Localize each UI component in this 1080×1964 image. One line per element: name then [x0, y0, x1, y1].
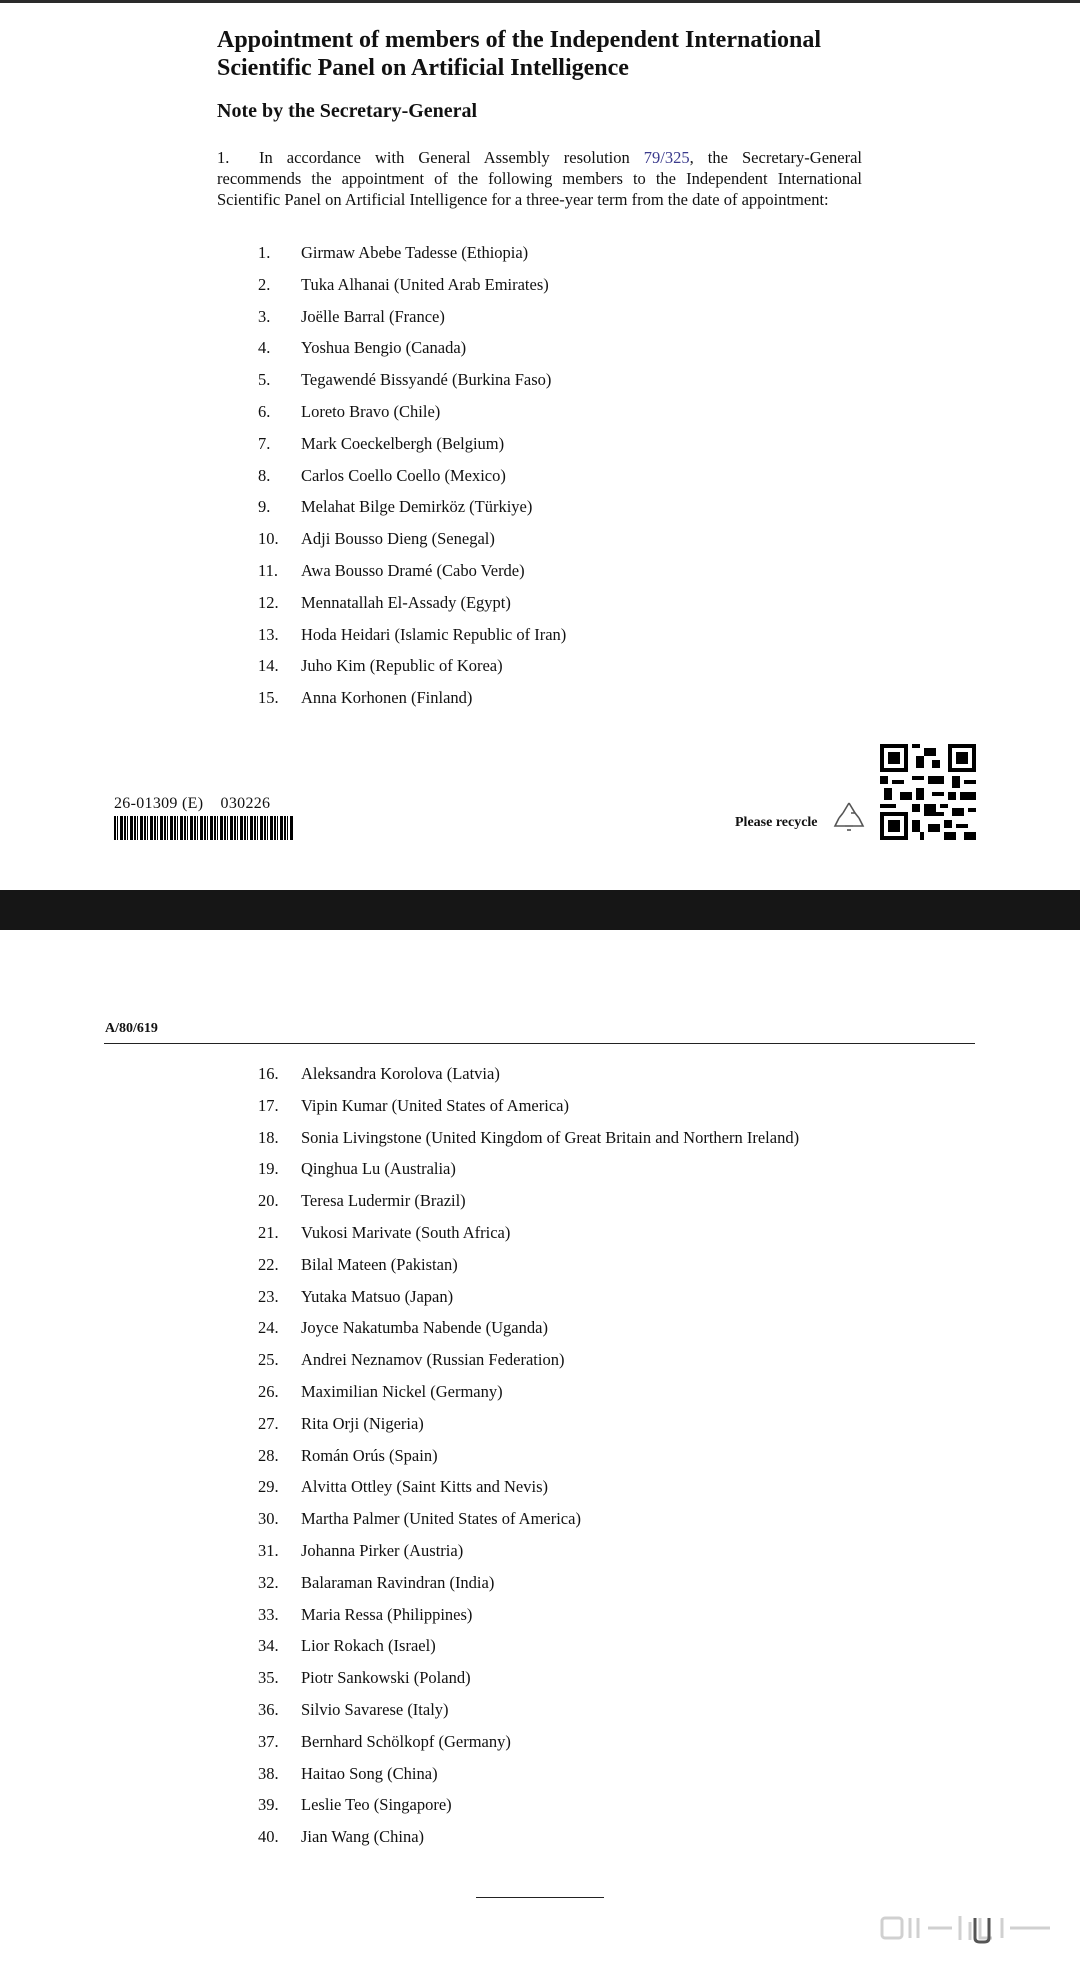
paragraph-text-start: In accordance with General Assembly resolution	[259, 148, 644, 167]
member-number: 6.	[258, 401, 271, 421]
member-number: 38.	[258, 1763, 279, 1783]
member-name: Adji Bousso Dieng (Senegal)	[301, 529, 495, 549]
note-heading: Note by the Secretary-General	[217, 100, 478, 122]
member-name: Johanna Pirker (Austria)	[301, 1540, 464, 1560]
document-code: 26-01309 (E) 030226	[114, 795, 271, 812]
member-name: Teresa Ludermir (Brazil)	[301, 1191, 466, 1211]
qr-code-icon	[880, 744, 976, 840]
member-name: Tuka Alhanai (United Arab Emirates)	[301, 274, 549, 294]
member-name: Silvio Savarese (Italy)	[301, 1699, 449, 1719]
member-number: 36.	[258, 1699, 279, 1719]
member-number: 8.	[258, 465, 271, 485]
member-name: Melahat Bilge Demirköz (Türkiye)	[301, 497, 533, 517]
watermark-icon	[880, 1912, 1055, 1944]
member-name: Anna Korhonen (Finland)	[301, 688, 473, 708]
member-name: Bernhard Schölkopf (Germany)	[301, 1731, 511, 1751]
page-separator	[0, 890, 1080, 930]
document-symbol: A/80/619	[105, 1021, 158, 1036]
paragraph-text-end: , the Secretary-General recommends the appointment of the following members to the Independent International Scientific Panel on Artificial Intelligence for a three-year term from the date of appointment:	[217, 148, 863, 209]
member-number: 11.	[258, 560, 279, 580]
member-name: Lior Rokach (Israel)	[301, 1636, 436, 1656]
document-page-1	[0, 0, 1080, 890]
paragraph-number: 1.	[217, 148, 230, 167]
member-number: 16.	[258, 1064, 279, 1083]
member-name: Leslie Teo (Singapore)	[301, 1795, 452, 1815]
member-number: 20.	[258, 1191, 279, 1211]
member-number: 17.	[258, 1095, 279, 1115]
member-number: 32.	[258, 1572, 279, 1592]
member-number: 24.	[258, 1318, 279, 1338]
member-name: Rita Orji (Nigeria)	[301, 1413, 424, 1433]
member-number: 18.	[258, 1127, 279, 1147]
member-name: Vukosi Marivate (South Africa)	[301, 1222, 511, 1242]
member-name: Yoshua Bengio (Canada)	[301, 338, 467, 358]
member-name: Sonia Livingstone (United Kingdom of Great Britain and Northern Ireland)	[301, 1127, 800, 1147]
member-number: 30.	[258, 1509, 279, 1529]
member-name: Girmaw Abebe Tadesse (Ethiopia)	[301, 243, 529, 262]
member-number: 10.	[258, 529, 279, 549]
member-number: 15.	[258, 688, 279, 708]
member-number: 33.	[258, 1604, 279, 1624]
member-number: 37.	[258, 1731, 279, 1751]
member-number: 21.	[258, 1222, 279, 1242]
member-number: 14.	[258, 656, 279, 676]
recycle-icon	[833, 800, 865, 834]
member-name: Hoda Heidari (Islamic Republic of Iran)	[301, 624, 567, 644]
member-name: Alvitta Ottley (Saint Kitts and Nevis)	[301, 1477, 549, 1497]
member-name: Balaraman Ravindran (India)	[301, 1572, 495, 1592]
member-name: Yutaka Matsuo (Japan)	[301, 1286, 454, 1306]
member-name: Román Orús (Spain)	[301, 1445, 438, 1465]
member-number: 4.	[258, 338, 271, 358]
member-number: 22.	[258, 1254, 279, 1274]
member-name: Haitao Song (China)	[301, 1763, 438, 1783]
member-number: 12.	[258, 592, 279, 612]
member-number: 19.	[258, 1159, 279, 1179]
member-number: 5.	[258, 370, 271, 390]
member-name: Aleksandra Korolova (Latvia)	[301, 1064, 500, 1083]
member-name: Carlos Coello Coello (Mexico)	[301, 465, 506, 485]
header-rule	[104, 1043, 975, 1044]
member-number: 13.	[258, 624, 279, 644]
member-number: 23.	[258, 1286, 279, 1306]
member-name: Joyce Nakatumba Nabende (Uganda)	[301, 1318, 548, 1338]
resolution-link[interactable]: 79/325	[643, 148, 690, 167]
member-number: 9.	[258, 497, 271, 517]
member-name: Andrei Neznamov (Russian Federation)	[301, 1350, 565, 1370]
member-name: Maria Ressa (Philippines)	[301, 1604, 473, 1624]
member-number: 25.	[258, 1350, 279, 1370]
title-line-1: Appointment of members of the Independent International	[217, 27, 822, 53]
member-name: Loreto Bravo (Chile)	[301, 401, 441, 421]
member-name: Piotr Sankowski (Poland)	[301, 1668, 471, 1688]
member-name: Martha Palmer (United States of America)	[301, 1509, 581, 1529]
member-name: Jian Wang (China)	[301, 1827, 425, 1847]
title-line-2: Scientific Panel on Artificial Intelligence	[217, 55, 629, 81]
member-name: Joëlle Barral (France)	[301, 306, 445, 326]
recycle-label: Please recycle	[735, 815, 818, 830]
member-number: 29.	[258, 1477, 279, 1497]
member-name: Mennatallah El-Assady (Egypt)	[301, 592, 511, 612]
member-number: 7.	[258, 433, 271, 453]
member-number: 40.	[258, 1827, 279, 1847]
member-name: Juho Kim (Republic of Korea)	[301, 656, 503, 676]
member-name: Tegawendé Bissyandé (Burkina Faso)	[301, 370, 552, 390]
member-number: 3.	[258, 306, 271, 326]
intro-paragraph	[217, 147, 862, 210]
member-number: 1.	[258, 243, 271, 262]
member-name: Vipin Kumar (United States of America)	[301, 1095, 569, 1115]
member-name: Bilal Mateen (Pakistan)	[301, 1254, 458, 1274]
member-name: Awa Bousso Dramé (Cabo Verde)	[301, 560, 525, 580]
member-number: 39.	[258, 1795, 279, 1815]
member-name: Qinghua Lu (Australia)	[301, 1159, 456, 1179]
end-rule	[476, 1897, 604, 1898]
barcode-icon	[114, 816, 294, 840]
document-title	[217, 26, 917, 82]
member-number: 31.	[258, 1540, 279, 1560]
member-number: 2.	[258, 274, 271, 294]
member-name: Mark Coeckelbergh (Belgium)	[301, 433, 505, 453]
member-number: 35.	[258, 1668, 279, 1688]
member-number: 34.	[258, 1636, 279, 1656]
member-number: 26.	[258, 1381, 279, 1401]
member-name: Maximilian Nickel (Germany)	[301, 1381, 503, 1401]
member-number: 27.	[258, 1413, 279, 1433]
member-number: 28.	[258, 1445, 279, 1465]
